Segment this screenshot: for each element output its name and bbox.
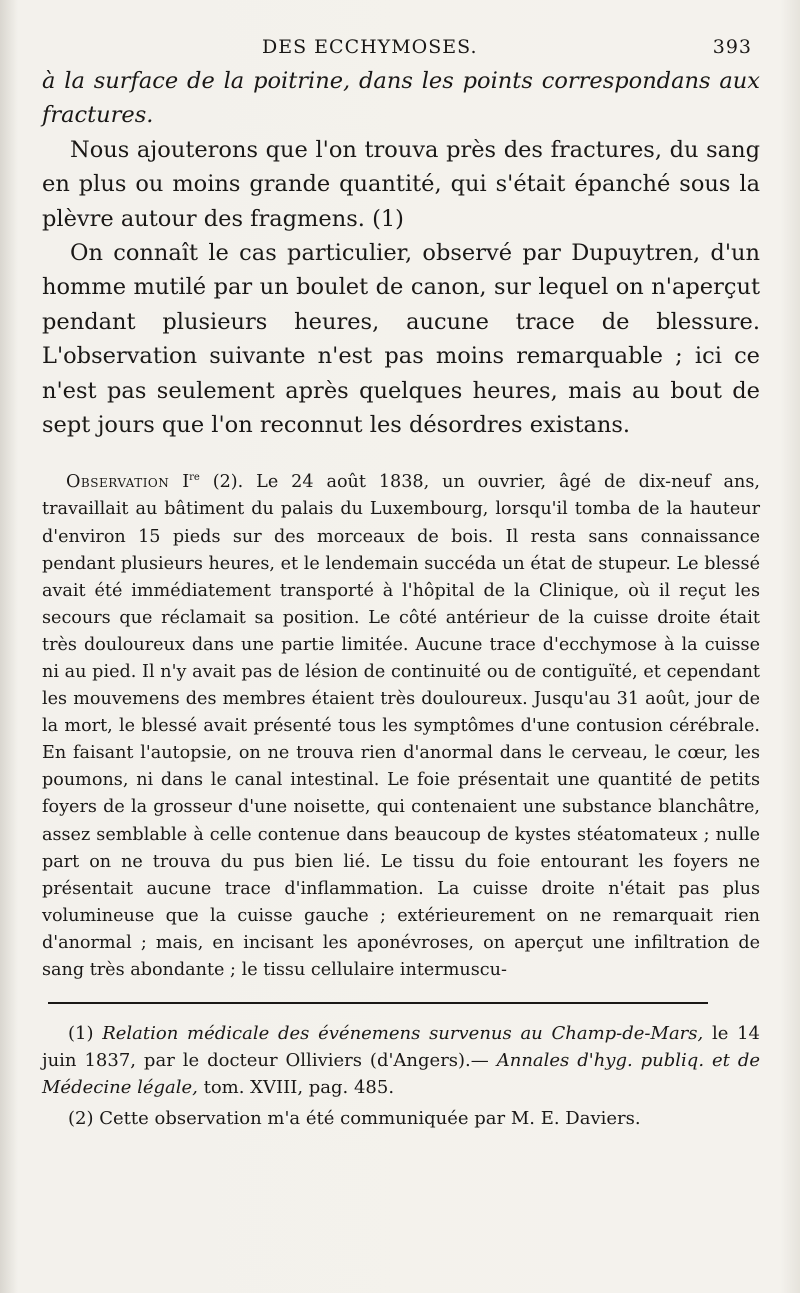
- footnote-1-journal: Annales d'hyg. publiq. et de Médecine légale,: [42, 1050, 760, 1099]
- footnote-1-title: Relation médicale des événemens survenus au Champ-de-Mars,: [102, 1023, 704, 1045]
- footnote-1-reference: tom. XVIII, pag. 485.: [203, 1077, 395, 1099]
- observation-number: I: [182, 472, 190, 493]
- footnote-ref-1: (1): [372, 205, 404, 232]
- observation-text: Le 24 août 1838, un ouvrier, âgé de dix-neuf ans, travaillait au bâtiment du palais du Luxembourg, lorsqu'il tomba de la hauteur d'environ 15 pieds sur des morceaux de bois. Il resta sans connaissance pendant plusieurs heures, et le lendemain succéda un état de stupeur. Le blessé avait été immédiatement transporté à l'hôpital de la Clinique, où il reçut les secours que réclamait sa position. Le côté antérieur de la cuisse droite était très douloureux dans une partie limitée. Aucune trace d'ecchymose à la cuisse ni au pied. Il n'y avait pas de lésion de continuité ou de contiguïté, et cependant les mouvemens des membres étaient très douloureux. Jusqu'au 31 août, jour de la mort, le blessé avait présenté tous les symptômes d'une contusion cérébrale. En faisant l'autopsie, on ne trouva rien d'anormal dans le cerveau, le cœur, les poumons, ni dans le canal intestinal. Le foie présentait une quantité de petits foyers de la grosseur d'une noisette, qui contenaient une substance blanchâtre, assez semblable à celle contenue dans beaucoup de kystes stéatomateux ; nulle part on ne trouva du pus bien lié. Le tissu du foie entourant les foyers ne présentait aucune trace d'inflammation. La cuisse droite n'était pas plus volumineuse que la cuisse gauche ; extérieurement on ne remarquait rien d'anormal ; mais, en incisant les aponévroses, on aperçut une infiltration de sang très abondante ; le tissu cellulaire intermuscu-: [42, 472, 760, 981]
- page-number: 393: [712, 36, 752, 58]
- footnote-2-text: Cette observation m'a été communiquée par M. E. Daviers.: [99, 1108, 641, 1130]
- footnote-1-author: le 14 juin 1837, par le docteur Olliviers (d'Angers).—: [42, 1023, 760, 1072]
- paragraph-dupuytren: On connaît le cas particulier, observé par Dupuytren, d'un homme mutilé par un boulet de canon, sur lequel on n'aperçut pendant plusieurs heures, aucune trace de blessure. L'observation suivante n'est pas moins remarquable ; ici ce n'est pas seulement après quelques heures, mais au bout de sept jours que l'on reconnut les désordres existans.: [42, 240, 760, 439]
- paragraph-fractures-text: Nous ajouterons que l'on trouva près des fractures, du sang en plus ou moins grande quantité, qui s'était épanché sous la plèvre autour des fragmens.: [42, 136, 760, 232]
- footnote-1-number: (1): [68, 1023, 94, 1045]
- observation-number-sup: re: [189, 472, 200, 484]
- paragraph-fractures: [42, 133, 760, 236]
- footnote-1: [42, 1020, 760, 1101]
- footnote-2-number: (2): [68, 1108, 94, 1130]
- footnote-ref-2: (2).: [212, 472, 244, 493]
- observation-block: [42, 464, 760, 984]
- footnote-2: [42, 1105, 760, 1132]
- observation-paragraph: [42, 464, 760, 984]
- observation-label: Observation: [66, 472, 170, 493]
- footnote-divider: [48, 1002, 708, 1004]
- main-text: [42, 64, 760, 442]
- footnotes: [42, 1020, 760, 1132]
- running-title: DES ECCHYMOSES.: [262, 36, 478, 58]
- running-head: [42, 28, 760, 64]
- continuation-text: à la surface de la poitrine, dans les points correspondans aux fractures.: [42, 68, 760, 129]
